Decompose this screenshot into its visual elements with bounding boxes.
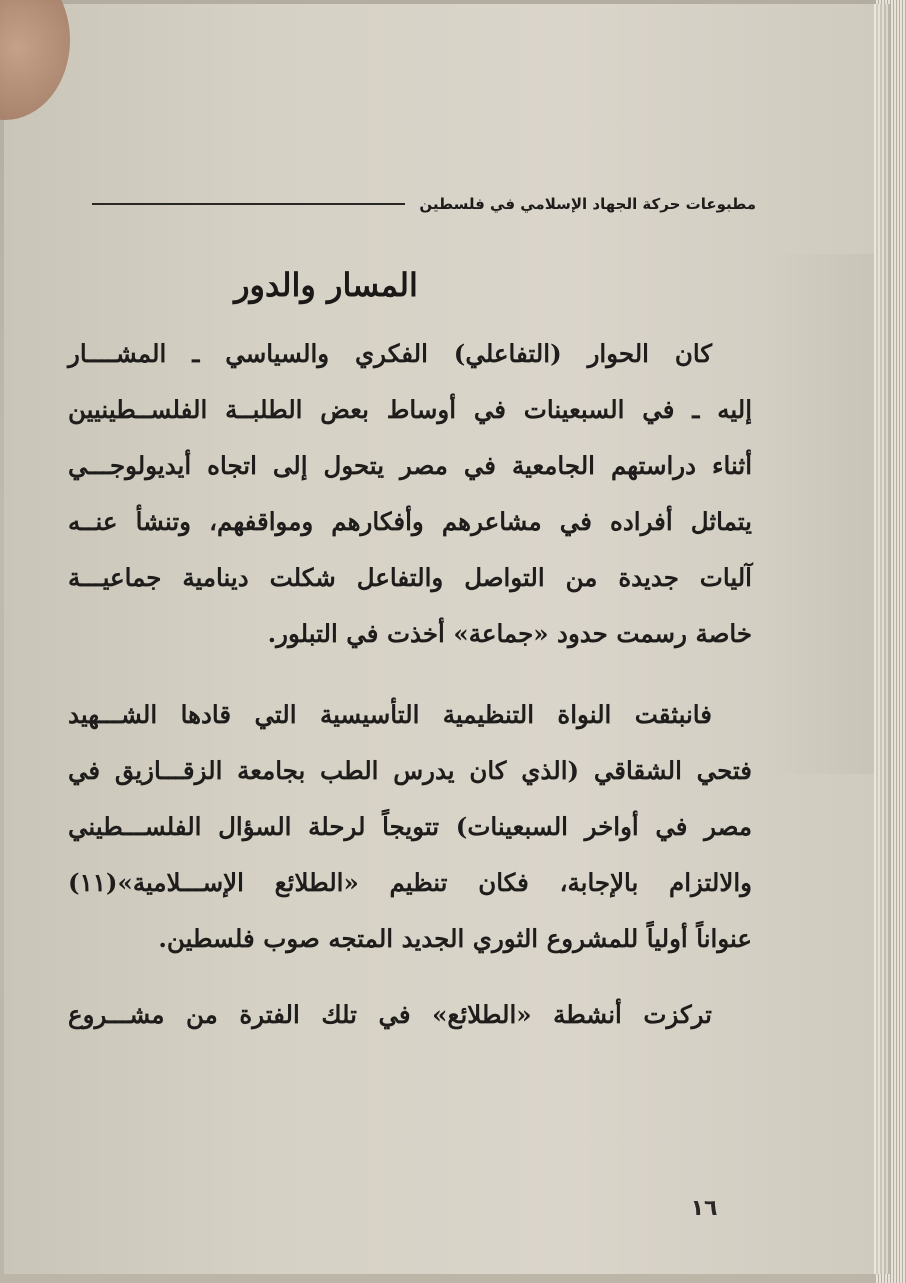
running-header-title: مطبوعات حركة الجهاد الإسلامي في فلسطين <box>419 195 756 213</box>
paragraph-line: كان الحوار (التفاعلي) الفكري والسياسي ـ المشــــار <box>68 339 712 368</box>
header-rule <box>92 203 405 205</box>
page-edge-stack <box>876 0 906 1283</box>
paragraph-line: والالتزام بالإجابة، فكان تنظيم «الطلائع الإســـلامية»(١١) <box>68 868 752 897</box>
paragraph-2 <box>68 687 752 967</box>
paragraph-line: فانبثقت النواة التنظيمية التأسيسية التي قادها الشـــهيد <box>68 700 712 729</box>
paragraph-line: عنواناً أولياً للمشروع الثوري الجديد المتجه صوب فلسطين. <box>158 924 752 953</box>
paragraph-line: آليات جديدة من التواصل والتفاعل شكلت دينامية جماعيـــة <box>68 563 752 592</box>
chapter-title: المسار والدور <box>234 266 418 304</box>
paragraph-1 <box>68 326 752 662</box>
show-through-shadow <box>764 254 874 774</box>
paragraph-line: تركزت أنشطة «الطلائع» في تلك الفترة من مشـــروع <box>68 1000 712 1029</box>
paragraph-line: مصر في أواخر السبعينات) تتويجاً لرحلة السؤال الفلســـطيني <box>68 812 752 841</box>
book-page <box>4 4 874 1274</box>
paragraph-3 <box>68 987 752 1043</box>
paragraph-line: يتماثل أفراده في مشاعرهم وأفكارهم ومواقفهم، وتنشأ عنــه <box>68 507 752 536</box>
paragraph-line: فتحي الشقاقي (الذي كان يدرس الطب بجامعة الزقـــازيق في <box>68 756 752 785</box>
running-header <box>92 190 756 218</box>
paragraph-line: أثناء دراستهم الجامعية في مصر يتحول إلى اتجاه أيديولوجـــي <box>68 451 752 480</box>
paragraph-line: خاصة رسمت حدود «جماعة» أخذت في التبلور. <box>267 619 752 648</box>
page-number: ١٦ <box>690 1196 718 1221</box>
paragraph-line: إليه ـ في السبعينات في أوساط بعض الطلبــة الفلســطينيين <box>68 395 752 424</box>
